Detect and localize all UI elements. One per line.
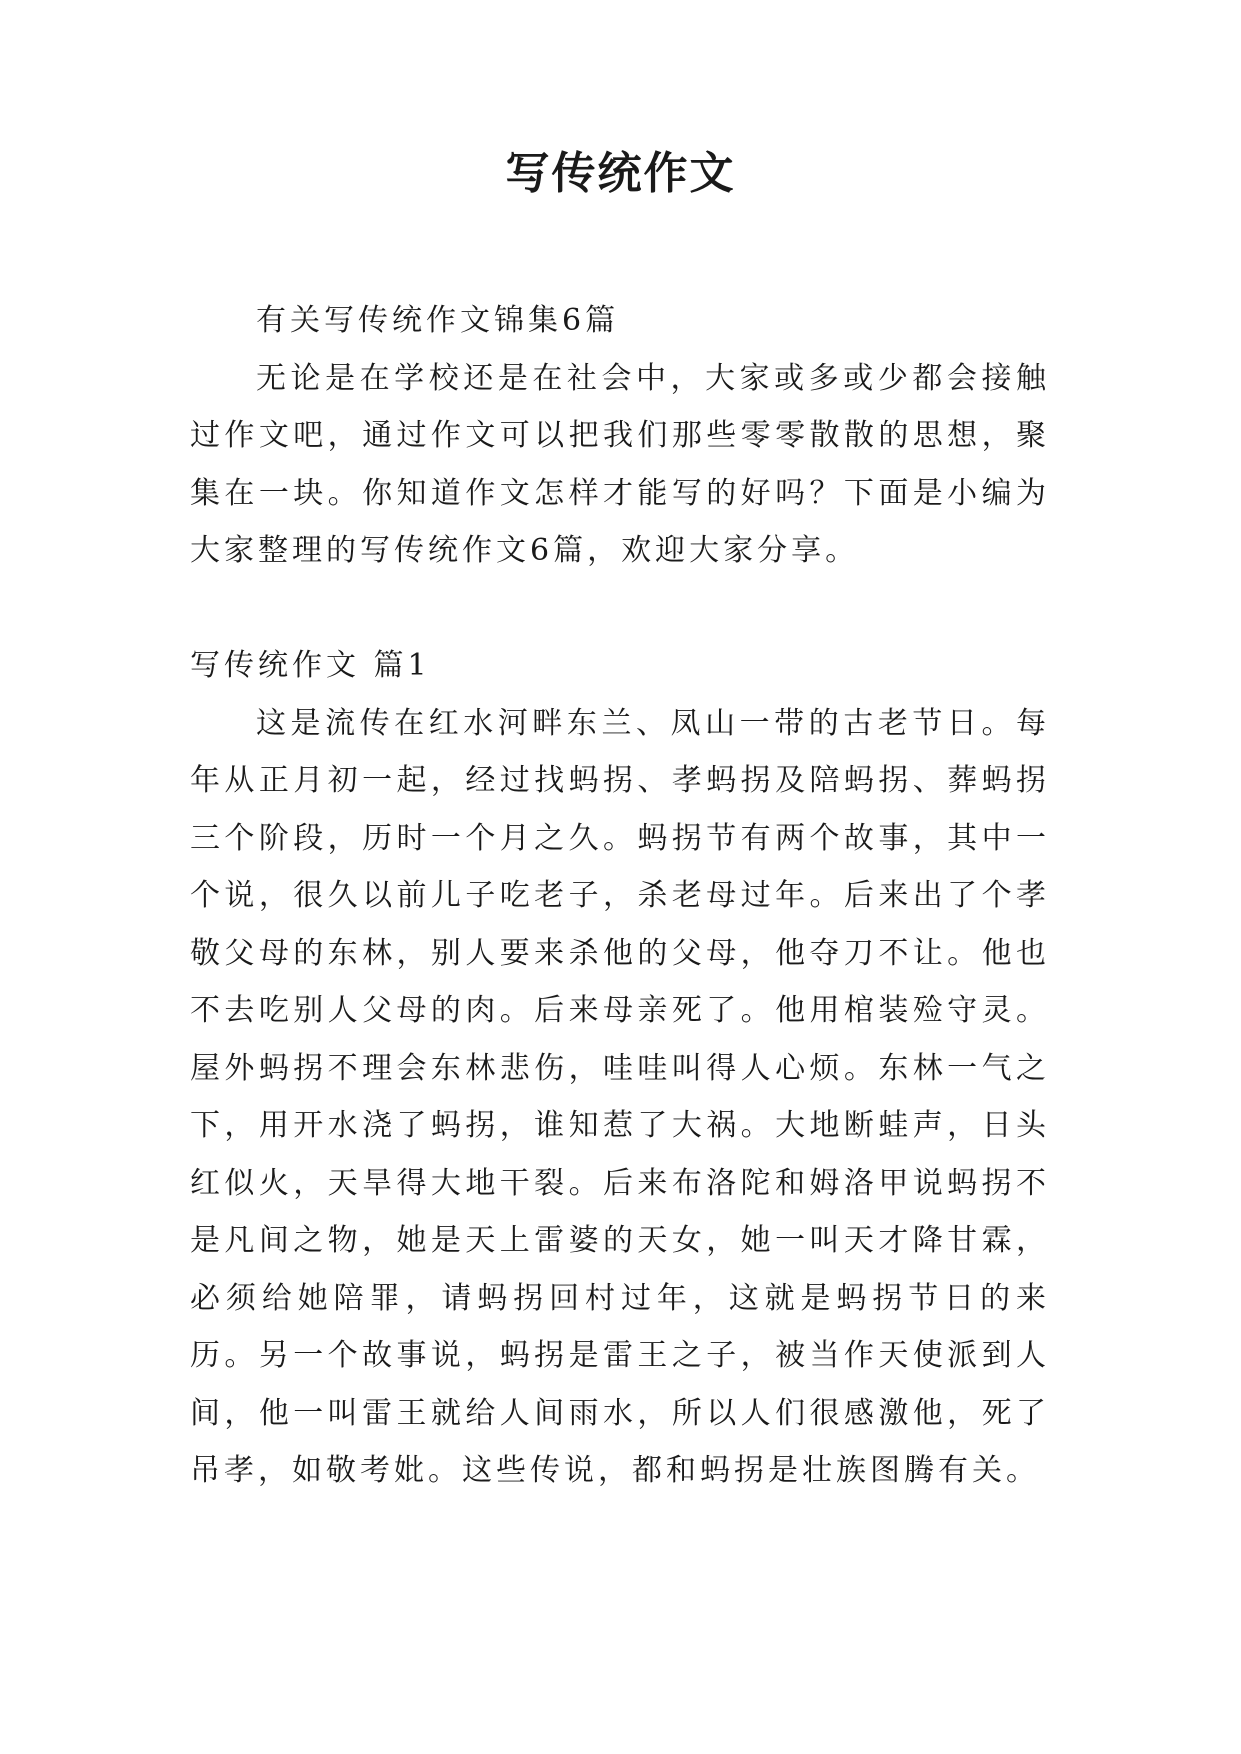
intro-paragraph: 无论是在学校还是在社会中，大家或多或少都会接触过作文吧，通过作文可以把我们那些零零散散的思想，聚集在一块。你知道作文怎样才能写的好吗？下面是小编为大家整理的写传统作文6篇，欢迎大家分享。 bbox=[190, 360, 1050, 568]
section-spacer bbox=[190, 580, 1050, 638]
section-body-paragraph: 这是流传在红水河畔东兰、凤山一带的古老节日。每年从正月初一起，经过找蚂拐、孝蚂拐及陪蚂拐、葬蚂拐三个阶段，历时一个月之久。蚂拐节有两个故事，其中一个说，很久以前儿子吃老子，杀老母过年。后来出了个孝敬父母的东林，别人要来杀他的父母，他夺刀不让。他也不去吃别人父母的肉。后来母亲死了。他用棺装殓守灵。屋外蚂拐不理会东林悲伤，哇哇叫得人心烦。东林一气之下，用开水浇了蚂拐，谁知惹了大祸。大地断蛙声，日头红似火，天旱得大地干裂。后来布洛陀和姆洛甲说蚂拐不是凡间之物，她是天上雷婆的天女，她一叫天才降甘霖，必须给她陪罪，请蚂拐回村过年，这就是蚂拐节日的来历。另一个故事说，蚂拐是雷王之子，被当作天使派到人间，他一叫雷王就给人间雨水，所以人们很感激他，死了吊孝，如敬考妣。这些传说，都和蚂拐是壮族图腾有关。 bbox=[190, 705, 1050, 1488]
document-subtitle: 有关写传统作文锦集6篇 bbox=[256, 303, 620, 338]
document-title: 写传统作文 bbox=[505, 148, 736, 199]
section-heading: 写传统作文 篇1 bbox=[190, 648, 431, 683]
document-content bbox=[190, 292, 1050, 1500]
